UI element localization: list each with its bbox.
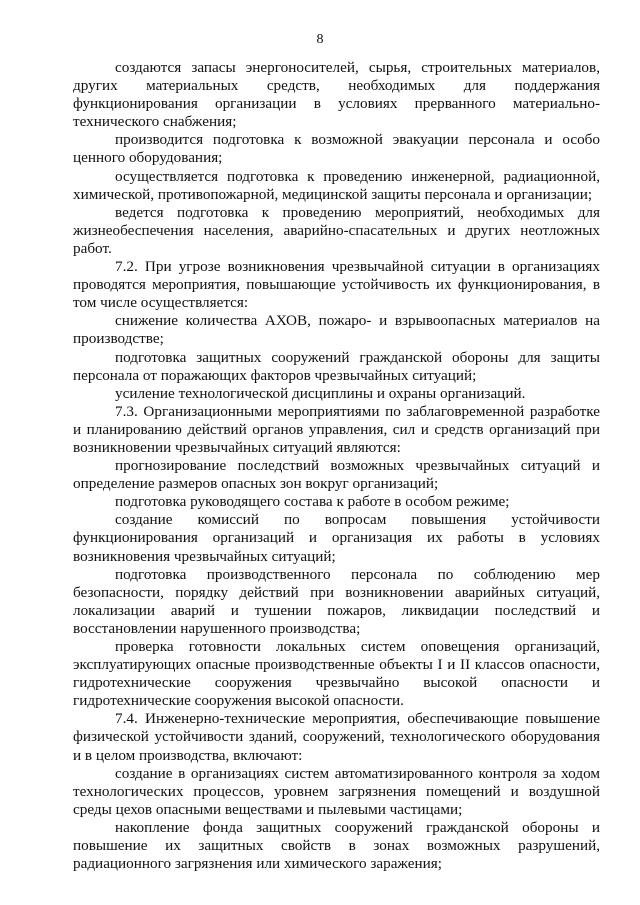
paragraph: создание в организациях систем автоматизированного контроля за ходом технологических процессов, уровнем загрязнения помещений и воздушной среды цехов опасными веществами и пылевыми частицами; [73, 764, 600, 818]
document-body [73, 59, 600, 873]
paragraph: производится подготовка к возможной эвакуации персонала и особо ценного оборудования; [73, 131, 600, 167]
paragraph: ведется подготовка к проведению мероприятий, необходимых для жизнеобеспечения населения, аварийно-спасательных и других неотложных работ. [73, 203, 600, 257]
paragraph: осуществляется подготовка к проведению инженерной, радиационной, химической, противопожарной, медицинской защиты персонала и организации; [73, 167, 600, 203]
paragraph: 7.4. Инженерно-технические мероприятия, обеспечивающие повышение физической устойчивости зданий, сооружений, технологического оборудования и в целом производства, включают: [73, 710, 600, 764]
paragraph: накопление фонда защитных сооружений гражданской обороны и повышение их защитных свойств в зонах возможных разрушений, радиационного загрязнения или химического заражения; [73, 818, 600, 873]
paragraph: подготовка руководящего состава к работе в особом режиме; [115, 493, 510, 511]
paragraph: подготовка защитных сооружений гражданской обороны для защиты персонала от поражающих факторов чрезвычайных ситуаций; [73, 348, 600, 384]
paragraph: 7.2. При угрозе возникновения чрезвычайной ситуации в организациях проводятся мероприятия, повышающие устойчивость их функционирования, в том числе осуществляется: [73, 258, 600, 312]
paragraph: подготовка производственного персонала по соблюдению мер безопасности, порядку действий при возникновении аварийных ситуаций, локализации аварий и тушении пожаров, ликвидации последствий и восстановлении нарушенного производства; [73, 565, 600, 637]
paragraph: создаются запасы энергоносителей, сырья, строительных материалов, других материальных средств, необходимых для поддержания функционирования организации в условиях прерванного материально-технического снабжения; [73, 59, 600, 131]
paragraph: создание комиссий по вопросам повышения устойчивости функционирования организаций и организация их работы в условиях возникновения чрезвычайных ситуаций; [73, 511, 600, 565]
paragraph: усиление технологической дисциплины и охраны организаций. [115, 384, 526, 402]
paragraph: проверка готовности локальных систем оповещения организаций, эксплуатирующих опасные производственные объекты I и II классов опасности, гидротехнические сооружения чрезвычайно высокой опасности и гидротехнические сооружения высокой опасности. [73, 638, 600, 710]
paragraph: прогнозирование последствий возможных чрезвычайных ситуаций и определение размеров опасных зон вокруг организаций; [73, 457, 600, 493]
page-number: 8 [316, 32, 324, 47]
paragraph: снижение количества АХОВ, пожаро- и взрывоопасных материалов на производстве; [73, 312, 600, 348]
paragraph: 7.3. Организационными мероприятиями по заблаговременной разработке и планированию действий органов управления, сил и средств организаций при возникновении чрезвычайных ситуаций являются: [73, 402, 600, 456]
